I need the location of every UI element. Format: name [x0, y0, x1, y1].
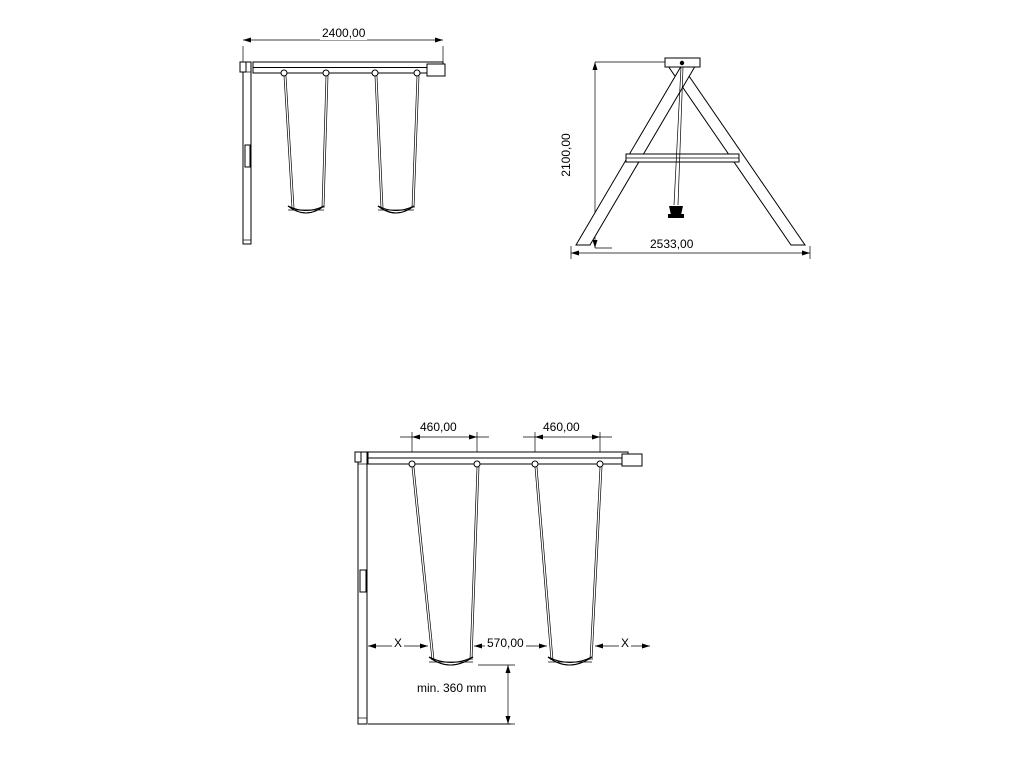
dimension-label-frame-base-width: 2533,00 [650, 237, 694, 251]
bottom-view-left-post [355, 452, 367, 724]
apex-fitting [665, 58, 700, 67]
dimension-label-beam-length: 2400,00 [322, 26, 366, 40]
view-front-bottom [355, 432, 650, 724]
bottom-view-swing-left [412, 467, 479, 665]
swing-left [284, 76, 328, 213]
dimension-label-swing-width-left: 460,00 [420, 420, 457, 434]
bottom-view-swing-right [535, 467, 602, 665]
left-post-bracket [240, 62, 246, 72]
swing-right [375, 76, 419, 213]
dimension-label-edge-gap-left: X [394, 636, 403, 650]
view-front-top-left [240, 38, 445, 245]
cross-brace [626, 154, 739, 162]
view-side-top-right [571, 58, 810, 259]
left-post [243, 62, 251, 244]
dimension-label-frame-height: 2100,00 [559, 123, 573, 187]
dimension-label-seat-clearance: min. 360 mm [417, 681, 487, 695]
dimension-label-edge-gap-right: X [621, 636, 630, 650]
dimension-label-swing-width-right: 460,00 [543, 420, 580, 434]
dimension-label-swing-gap-center: 570,00 [487, 636, 524, 650]
